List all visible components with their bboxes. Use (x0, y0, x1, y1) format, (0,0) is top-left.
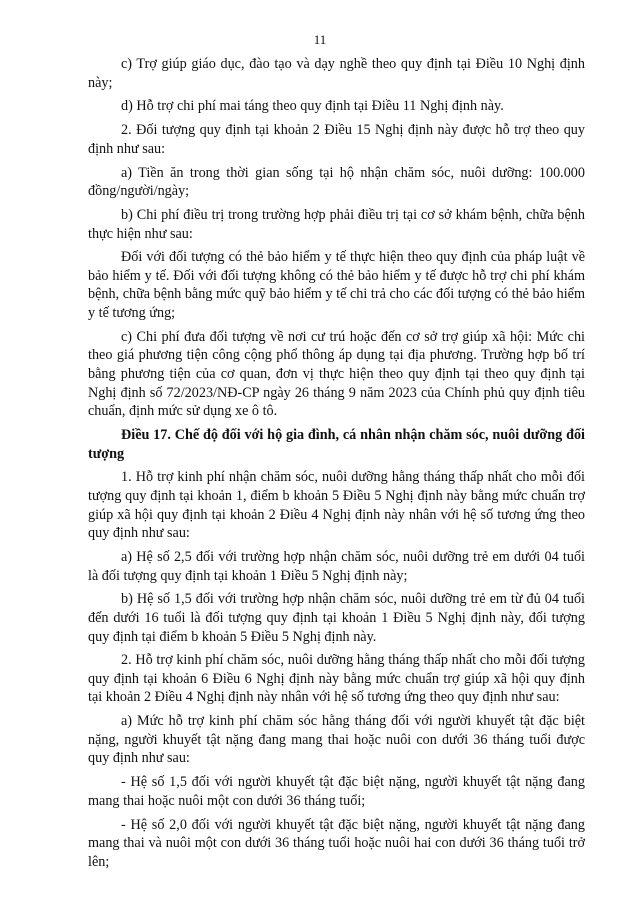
article-17-clause-1: 1. Hỗ trợ kinh phí nhận chăm sóc, nuôi dưỡng hằng tháng thấp nhất cho mỗi đối tượng quy định tại khoản 1, điểm b khoản 5 Điều 5 Nghị định này bằng mức chuẩn trợ giúp xã hội quy định tại khoản 2 Điều 4 Nghị định này nhân với hệ số tương ứng theo quy định như sau: (88, 469, 585, 542)
article-17-clause-2a-item-2: - Hệ số 2,0 đối với người khuyết tật đặc biệt nặng, người khuyết tật nặng đang mang thai và nuôi một con dưới 36 tháng tuổi hoặc nuôi hai con dưới 36 tháng tuổi trở lên; (88, 816, 585, 870)
article-17-heading: Điều 17. Chế độ đối với hộ gia đình, cá nhân nhận chăm sóc, nuôi dưỡng đối tượng (88, 427, 585, 462)
article-17-clause-1b: b) Hệ số 1,5 đối với trường hợp nhận chăm sóc, nuôi dưỡng trẻ em từ đủ 04 tuổi đến dưới 16 tuổi là đối tượng quy định tại khoản 1 Điều 5 Nghị định này, đối tượng quy định tại điểm b khoản 5 Điều 5 Nghị định này. (88, 591, 585, 645)
paragraph-2b: b) Chi phí điều trị trong trường hợp phải điều trị tại cơ sở khám bệnh, chữa bệnh thực hiện như sau: (88, 206, 585, 242)
page-number: 11 (313, 32, 327, 47)
document-body (88, 55, 585, 877)
paragraph-1c: c) Trợ giúp giáo dục, đào tạo và dạy nghề theo quy định tại Điều 10 Nghị định này; (88, 56, 585, 91)
paragraph-1d: d) Hỗ trợ chi phí mai táng theo quy định tại Điều 11 Nghị định này. (121, 98, 504, 115)
paragraph-2: 2. Đối tượng quy định tại khoản 2 Điều 15 Nghị định này được hỗ trợ theo quy định như sau: (88, 122, 585, 157)
article-17-clause-2: 2. Hỗ trợ kinh phí chăm sóc, nuôi dưỡng hằng tháng thấp nhất cho mỗi đối tượng quy định tại khoản 6 Điều 6 Nghị định này bằng mức chuẩn trợ giúp xã hội quy định tại khoản 2 Điều 4 Nghị định này nhân với hệ số tương ứng theo quy định như sau: (88, 652, 585, 706)
paragraph-2b-detail: Đối với đối tượng có thẻ bảo hiểm y tế thực hiện theo quy định của pháp luật về bảo hiểm y tế. Đối với đối tượng không có thẻ bảo hiểm y tế được hỗ trợ chi phí khám bệnh, chữa bệnh bằng mức quỹ bảo hiểm y tế chi trả cho các đối tượng có thẻ bảo hiểm y tế tương ứng; (88, 249, 585, 322)
paragraph-2a: a) Tiền ăn trong thời gian sống tại hộ nhận chăm sóc, nuôi dưỡng: 100.000 đồng/người/ngày; (88, 164, 585, 200)
article-17-clause-2a-item-1: - Hệ số 1,5 đối với người khuyết tật đặc biệt nặng, người khuyết tật nặng đang mang thai hoặc nuôi một con dưới 36 tháng tuổi; (88, 774, 585, 809)
article-17-clause-2a: a) Mức hỗ trợ kinh phí chăm sóc hằng tháng đối với người khuyết tật đặc biệt nặng, người khuyết tật nặng đang mang thai hoặc nuôi con dưới 36 tháng tuổi được quy định như sau: (88, 713, 585, 767)
article-17-clause-1a: a) Hệ số 2,5 đối với trường hợp nhận chăm sóc, nuôi dưỡng trẻ em dưới 04 tuổi là đối tượng quy định tại khoản 1 Điều 5 Nghị định này; (88, 548, 585, 584)
paragraph-2c: c) Chi phí đưa đối tượng về nơi cư trú hoặc đến cơ sở trợ giúp xã hội: Mức chi theo giá phương tiện công cộng phổ thông áp dụng tại địa phương. Trường hợp bố trí bằng phương tiện của cơ quan, đơn vị thực hiện theo quy định tại theo quy định tại Nghị định số 72/2023/NĐ-CP ngày 26 tháng 9 năm 2023 của Chính phủ quy định tiêu chuẩn, định mức sử dụng xe ô tô. (88, 328, 585, 420)
